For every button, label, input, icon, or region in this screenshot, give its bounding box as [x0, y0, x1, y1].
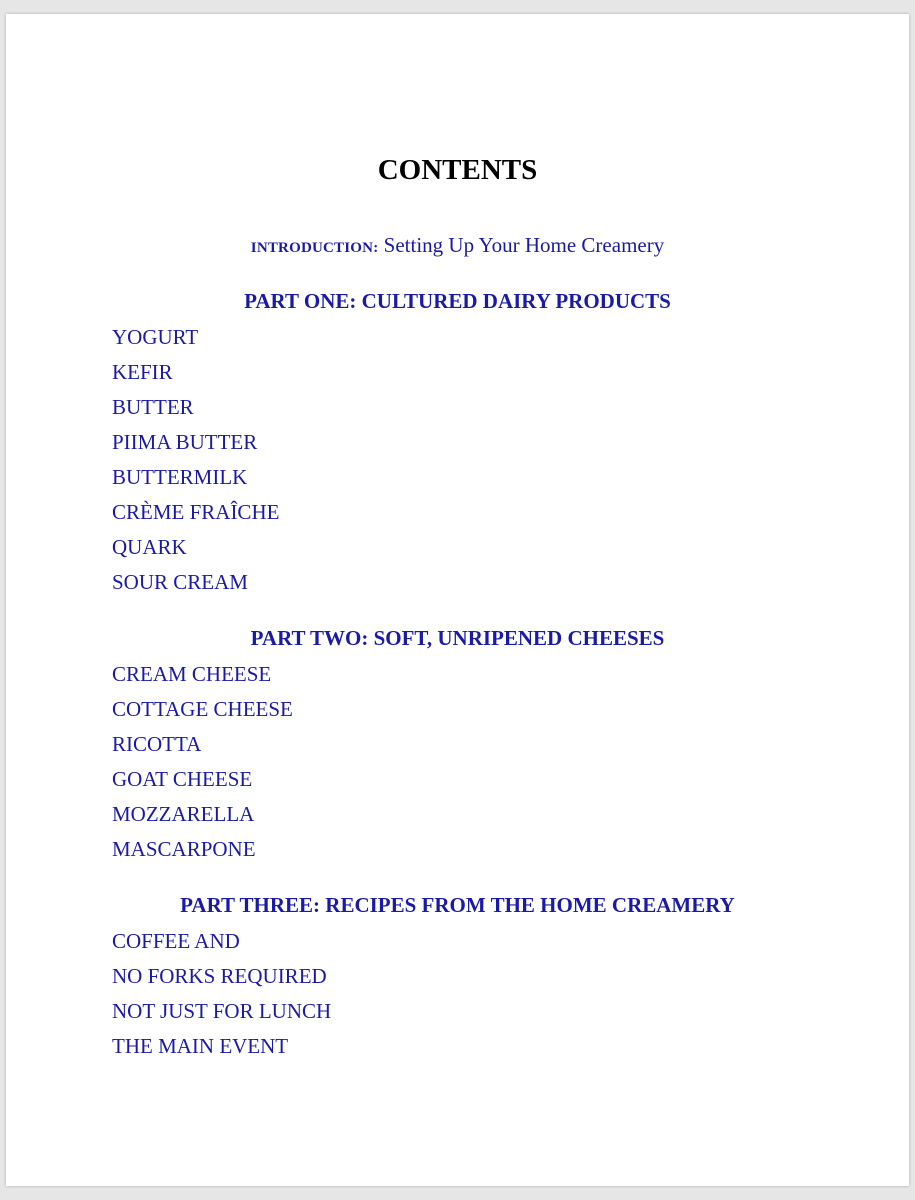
introduction-link[interactable] [6, 233, 909, 258]
toc-entry-label[interactable]: MASCARPONE [112, 837, 256, 861]
toc-entry-buttermilk[interactable] [112, 460, 279, 495]
page-title: CONTENTS [377, 154, 538, 186]
toc-entry-label[interactable]: THE MAIN EVENT [112, 1034, 289, 1058]
toc-entry-piima-butter[interactable] [112, 425, 279, 460]
toc-entry-label[interactable]: BUTTER [112, 395, 194, 419]
part-three-heading[interactable]: PART THREE: RECIPES FROM THE HOME CREAMERY [180, 893, 735, 917]
toc-entry-sour-cream[interactable] [112, 565, 279, 600]
page [6, 14, 909, 1186]
toc-entry-mozzarella[interactable] [112, 797, 293, 832]
toc-entry-cream-cheese[interactable] [112, 657, 293, 692]
toc-entry-kefir[interactable] [112, 355, 279, 390]
toc-entry-label[interactable]: BUTTERMILK [112, 465, 248, 489]
toc-entry-butter[interactable] [112, 390, 279, 425]
toc-entry-label[interactable]: NOT JUST FOR LUNCH [112, 999, 332, 1023]
toc-entry-label[interactable]: NO FORKS REQUIRED [112, 964, 327, 988]
toc-entry-goat-cheese[interactable] [112, 762, 293, 797]
toc-entry-label[interactable]: YOGURT [112, 325, 199, 349]
toc-entry-yogurt[interactable] [112, 320, 279, 355]
toc-entry-label[interactable]: GOAT CHEESE [112, 767, 253, 791]
toc-entry-creme-fraiche[interactable] [112, 495, 279, 530]
introduction-title: Setting Up Your Home Creamery [383, 233, 665, 257]
toc-entry-cottage-cheese[interactable] [112, 692, 293, 727]
part-three-list [112, 924, 331, 1064]
toc-entry-label[interactable]: PIIMA BUTTER [112, 430, 258, 454]
part-two-list [112, 657, 293, 867]
toc-entry-label[interactable]: RICOTTA [112, 732, 202, 756]
part-two-heading[interactable]: PART TWO: SOFT, UNRIPENED CHEESES [250, 626, 665, 650]
toc-entry-quark[interactable] [112, 530, 279, 565]
toc-entry-not-just-for-lunch[interactable] [112, 994, 331, 1029]
toc-entry-label[interactable]: CRÈME FRAÎCHE [112, 500, 280, 524]
toc-entry-label[interactable]: QUARK [112, 535, 187, 559]
part-one-list [112, 320, 279, 600]
toc-entry-coffee-and[interactable] [112, 924, 331, 959]
toc-entry-label[interactable]: COTTAGE CHEESE [112, 697, 293, 721]
toc-entry-ricotta[interactable] [112, 727, 293, 762]
introduction-label: INTRODUCTION: [250, 240, 379, 256]
part-one-heading[interactable]: PART ONE: CULTURED DAIRY PRODUCTS [244, 289, 671, 313]
toc-entry-label[interactable]: SOUR CREAM [112, 570, 248, 594]
toc-entry-label[interactable]: MOZZARELLA [112, 802, 255, 826]
toc-entry-mascarpone[interactable] [112, 832, 293, 867]
toc-entry-label[interactable]: KEFIR [112, 360, 173, 384]
toc-entry-no-forks-required[interactable] [112, 959, 331, 994]
toc-entry-label[interactable]: CREAM CHEESE [112, 662, 272, 686]
toc-entry-the-main-event[interactable] [112, 1029, 331, 1064]
toc-entry-label[interactable]: COFFEE AND [112, 929, 240, 953]
